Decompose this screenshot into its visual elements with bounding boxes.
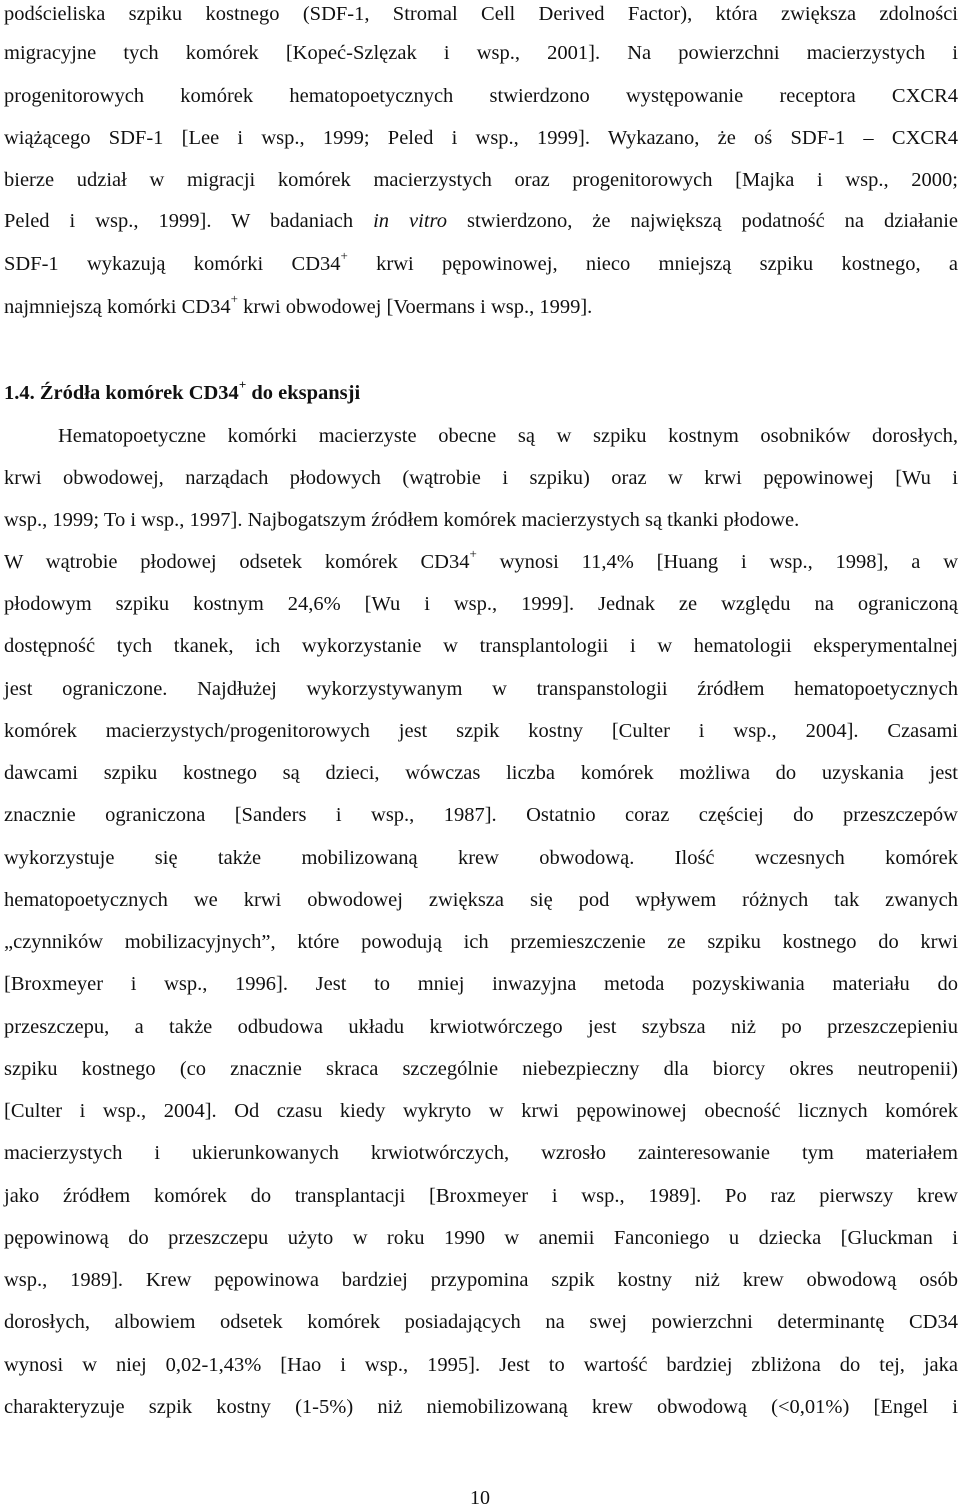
text-line: hematopoetycznych we krwi obwodowej zwiększa się pod wpływem różnych tak zwanych — [4, 889, 958, 911]
text-line — [4, 248, 958, 277]
text-line: Hematopoetyczne komórki macierzyste obecne są w szpiku kostnym osobników dorosłych, — [58, 425, 958, 447]
section-heading — [4, 377, 958, 406]
heading-text: 1.4. Źródła komórek CD34 — [4, 382, 239, 404]
text-line: dostępność tych tkanek, ich wykorzystanie w transplantologii i w hematologii eksperymentalnej — [4, 635, 958, 657]
text-line — [4, 208, 958, 234]
heading-text: do ekspansji — [246, 382, 361, 404]
text-line: podścieliska szpiku kostnego (SDF-1, Stromal Cell Derived Factor), która zwiększa zdolności — [4, 3, 958, 25]
text-line: jako źródłem komórek do transplantacji [Broxmeyer i wsp., 1989]. Po raz pierwszy krew — [4, 1185, 958, 1207]
text-fragment: SDF-1 wykazują komórki CD34 — [4, 253, 341, 275]
italic-term: in vitro — [373, 210, 448, 232]
text-line: bierze udział w migracji komórek macierzystych oraz progenitorowych [Majka i wsp., 2000; — [4, 169, 958, 191]
text-line: jest ograniczone. Najdłużej wykorzystywanym w transpanstologii źródłem hematopoetycznych — [4, 678, 958, 700]
text-line: wiążącego SDF-1 [Lee i wsp., 1999; Peled i wsp., 1999]. Wykazano, że oś SDF-1 – CXCR4 — [4, 127, 958, 149]
superscript-plus: + — [230, 291, 238, 307]
text-line: szpiku kostnego (co znacznie skraca szczególnie niebezpieczny dla biorcy okres neutropenii) — [4, 1058, 958, 1080]
text-fragment: stwierdzono, że największą podatność na działanie — [447, 210, 958, 232]
text-line: macierzystych i ukierunkowanych krwiotwórczych, wzrosło zainteresowanie tym materiałem — [4, 1142, 958, 1164]
text-line — [4, 546, 958, 575]
text-line: dawcami szpiku kostnego są dzieci, wówczas liczba komórek możliwa do uzyskania jest — [4, 762, 958, 784]
superscript-plus: + — [340, 248, 348, 264]
text-line: dorosłych, albowiem odsetek komórek posiadających na swej powierzchni determinantę CD34 — [4, 1311, 958, 1333]
text-line: [Broxmeyer i wsp., 1996]. Jest to mniej inwazyjna metoda pozyskiwania materiału do — [4, 973, 958, 995]
text-fragment: W wątrobie płodowej odsetek komórek CD34 — [4, 551, 470, 573]
text-line: wsp., 1999; To i wsp., 1997]. Najbogatszym źródłem komórek macierzystych są tkanki płodowe. — [4, 509, 800, 531]
text-fragment: krwi obwodowej [Voermans i wsp., 1999]. — [237, 296, 593, 318]
text-fragment: wynosi 11,4% [Huang i wsp., 1998], a w — [476, 551, 958, 573]
text-line: wynosi w niej 0,02-1,43% [Hao i wsp., 1995]. Jest to wartość bardziej zbliżona do tej, jaka — [4, 1354, 958, 1376]
text-line: pępowinową do przeszczepu użyto w roku 1990 w anemii Fanconiego u dziecka [Gluckman i — [4, 1227, 958, 1249]
text-fragment: najmniejszą komórki CD34 — [4, 296, 231, 318]
text-line: wsp., 1989]. Krew pępowinowa bardziej przypomina szpik kostny niż krew obwodową osób — [4, 1269, 958, 1291]
text-line: migracyjne tych komórek [Kopeć-Szlęzak i wsp., 2001]. Na powierzchni macierzystych i — [4, 42, 958, 64]
text-line: znacznie ograniczona [Sanders i wsp., 1987]. Ostatnio coraz częściej do przeszczepów — [4, 804, 958, 826]
superscript-plus: + — [469, 546, 477, 562]
text-line: krwi obwodowej, narządach płodowych (wątrobie i szpiku) oraz w krwi pępowinowej [Wu i — [4, 467, 958, 489]
text-line: płodowym szpiku kostnym 24,6% [Wu i wsp., 1999]. Jednak ze względu na ograniczoną — [4, 593, 958, 615]
text-line: „czynników mobilizacyjnych”, które powodują ich przemieszczenie ze szpiku kostnego do krwi — [4, 931, 958, 953]
page-number: 10 — [470, 1487, 490, 1509]
text-line: przeszczepu, a także odbudowa układu krwiotwórczego jest szybsza niż po przeszczepieniu — [4, 1016, 958, 1038]
text-line: komórek macierzystych/progenitorowych jest szpik kostny [Culter i wsp., 2004]. Czasami — [4, 720, 958, 742]
text-line: [Culter i wsp., 2004]. Od czasu kiedy wykryto w krwi pępowinowej obecność licznych komórek — [4, 1100, 958, 1122]
text-line: progenitorowych komórek hematopoetycznych stwierdzono występowanie receptora CXCR4 — [4, 85, 958, 107]
text-line: charakteryzuje szpik kostny (1-5%) niż niemobilizowaną krew obwodową (<0,01%) [Engel i — [4, 1396, 958, 1418]
text-fragment: Peled i wsp., 1999]. W badaniach — [4, 210, 374, 232]
text-line — [4, 291, 958, 320]
superscript-plus: + — [238, 377, 247, 393]
text-fragment: krwi pępowinowej, nieco mniejszą szpiku kostnego, a — [347, 253, 958, 275]
text-line: wykorzystuje się także mobilizowaną krew obwodową. Ilość wczesnych komórek — [4, 847, 958, 869]
